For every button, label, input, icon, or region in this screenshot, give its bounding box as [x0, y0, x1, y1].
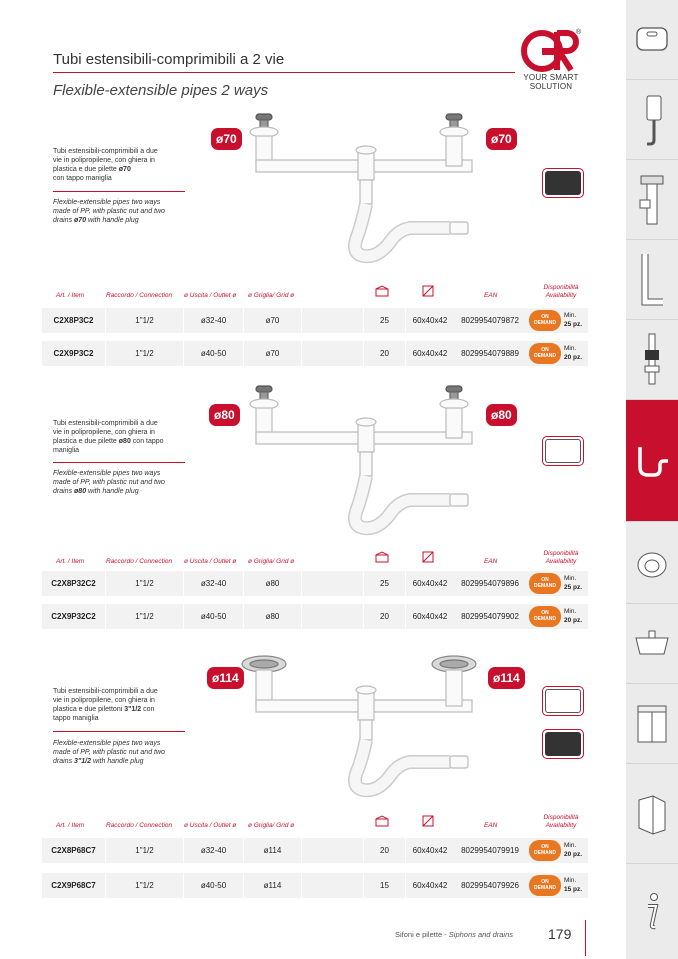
product-image [240, 650, 480, 800]
tagline-line-1: YOUR SMART [523, 73, 579, 82]
col-connection: Raccordo / Connection [106, 292, 173, 299]
diameter-badge-left: ø80 [209, 404, 240, 426]
connection: 1"1/2 [106, 838, 184, 863]
outlet: ø32-40 [184, 838, 244, 863]
table-row [42, 838, 588, 863]
footer-divider [585, 920, 586, 956]
shower-box-icon[interactable] [626, 764, 678, 864]
table-row [42, 308, 588, 333]
sink-light-icon [542, 436, 584, 466]
col-ean: EAN [484, 822, 498, 829]
min-qty: Min. 20 pz. [564, 608, 583, 624]
box-size-icon [420, 814, 436, 828]
info-icon[interactable] [626, 864, 678, 959]
col-item: Art. / Item [56, 558, 85, 565]
ean: 8029954079919 [461, 846, 519, 855]
col-ean: EAN [484, 558, 498, 565]
col-outlet: ø Uscita / Outlet ø [184, 822, 237, 829]
grid: ø114 [244, 838, 302, 863]
toilet-seat-icon[interactable] [626, 522, 678, 604]
table-header [42, 810, 588, 838]
footer-text: Sifoni e pilette - Siphons and drains [395, 930, 513, 939]
box-size: 60x40x42 [412, 881, 448, 890]
box-size: 60x40x42 [412, 612, 448, 621]
table-row [42, 873, 588, 898]
ean: 8029954079896 [461, 579, 519, 588]
table-row [42, 341, 588, 366]
siphon-icon[interactable] [626, 400, 678, 522]
description-divider [53, 731, 185, 732]
diameter-badge-right: ø80 [486, 404, 517, 426]
connection: 1"1/2 [106, 571, 184, 596]
pack-qty: 15 [364, 873, 406, 898]
grid: ø80 [244, 604, 302, 629]
title-divider [53, 72, 515, 73]
description-it: Tubi estensibili-comprimibili a due vie in polipropilene, con ghiera in plastica e due pilette ø70 con tappo maniglia [53, 148, 158, 182]
on-demand-badge: ON DEMAND [529, 606, 561, 627]
table-row [42, 604, 588, 629]
item-code: C2X8P68C7 [42, 838, 106, 863]
diameter-badge-right: ø114 [488, 667, 525, 689]
pack-qty: 20 [364, 341, 406, 366]
min-qty: Min. 25 pz. [564, 312, 583, 328]
table-header [42, 280, 588, 308]
outlet: ø40-50 [184, 604, 244, 629]
pack-qty: 20 [364, 604, 406, 629]
col-availability: Disponibilità Availability [543, 550, 579, 565]
empty-cell [302, 873, 364, 898]
item-code: C2X9P32C2 [42, 604, 106, 629]
fill-valve-icon[interactable] [626, 160, 678, 240]
page-title: Tubi estensibili-comprimibili a 2 vie [53, 51, 285, 68]
description-en: Flexible-extensible pipes two ways made of PP, with plastic nut and two drains ø80 with handle plug [53, 470, 165, 495]
outlet: ø40-50 [184, 873, 244, 898]
description-en: Flexible-extensible pipes two ways made of PP, with plastic nut and two drains ø70 with handle plug [53, 199, 165, 224]
box-icon [374, 550, 390, 564]
sink-dark-icon [542, 729, 584, 759]
description-it: Tubi estensibili-comprimibili a due vie in polipropilene, con ghiera in plastica e due pilette ø80 con tappo maniglia [53, 420, 164, 454]
ean: 8029954079902 [461, 612, 519, 621]
col-grid: ø Griglia/ Grid ø [248, 292, 295, 299]
on-demand-badge: ON DEMAND [529, 875, 561, 896]
item-code: C2X8P32C2 [42, 571, 106, 596]
bend-pipe-icon[interactable] [626, 240, 678, 320]
col-availability: Disponibilità Availability [543, 284, 579, 299]
connection: 1"1/2 [106, 604, 184, 629]
grid: ø70 [244, 308, 302, 333]
pack-qty: 20 [364, 838, 406, 863]
box-size: 60x40x42 [412, 579, 448, 588]
on-demand-badge: ON DEMAND [529, 343, 561, 364]
col-ean: EAN [484, 292, 498, 299]
pack-qty: 25 [364, 571, 406, 596]
connection: 1"1/2 [106, 341, 184, 366]
col-item: Art. / Item [56, 292, 85, 299]
item-code: C2X9P3C2 [42, 341, 106, 366]
tagline-line-2: SOLUTION [529, 82, 573, 91]
diameter-badge-left: ø70 [211, 128, 242, 150]
connection: 1"1/2 [106, 308, 184, 333]
item-code: C2X9P68C7 [42, 873, 106, 898]
col-connection: Raccordo / Connection [106, 822, 173, 829]
min-qty: Min. 25 pz. [564, 575, 583, 591]
table-row [42, 571, 588, 596]
on-demand-badge: ON DEMAND [529, 573, 561, 594]
box-size: 60x40x42 [412, 316, 448, 325]
ean: 8029954079889 [461, 349, 519, 358]
diameter-badge-right: ø70 [486, 128, 517, 150]
box-icon [374, 814, 390, 828]
grid: ø114 [244, 873, 302, 898]
page-subtitle: Flexible-extensible pipes 2 ways [53, 82, 269, 99]
box-size-icon [420, 284, 436, 298]
description-divider [53, 191, 185, 192]
empty-cell [302, 571, 364, 596]
col-grid: ø Griglia/ Grid ø [248, 822, 295, 829]
registered-mark: ® [576, 29, 582, 36]
box-size-icon [420, 550, 436, 564]
connection: 1"1/2 [106, 873, 184, 898]
box-size: 60x40x42 [412, 349, 448, 358]
table-header [42, 546, 588, 574]
box-size: 60x40x42 [412, 846, 448, 855]
description-en: Flexible-extensible pipes two ways made of PP, with plastic nut and two drains 3"1/2 with handle plug [53, 740, 165, 765]
cistern-icon[interactable] [626, 0, 678, 80]
washbasin-icon[interactable] [626, 604, 678, 684]
min-qty: Min. 20 pz. [564, 842, 583, 858]
min-qty: Min. 15 pz. [564, 877, 583, 893]
product-image [240, 110, 480, 270]
outlet: ø40-50 [184, 341, 244, 366]
col-outlet: ø Uscita / Outlet ø [184, 292, 237, 299]
description-divider [53, 462, 185, 463]
drain-valve-icon[interactable] [626, 320, 678, 400]
box-icon [374, 284, 390, 298]
on-demand-badge: ON DEMAND [529, 840, 561, 861]
outlet: ø32-40 [184, 571, 244, 596]
sink-light-icon [542, 686, 584, 716]
col-outlet: ø Uscita / Outlet ø [184, 558, 237, 565]
description-it: Tubi estensibili-comprimibili a due vie in polipropilene, con ghiera in plastica e due pilettoni 3"1/2 con tappo maniglia [53, 688, 158, 722]
empty-cell [302, 604, 364, 629]
flush-pipe-icon[interactable] [626, 80, 678, 160]
pack-qty: 25 [364, 308, 406, 333]
on-demand-badge: ON DEMAND [529, 310, 561, 331]
min-qty: Min. 20 pz. [564, 345, 583, 361]
ean: 8029954079872 [461, 316, 519, 325]
empty-cell [302, 308, 364, 333]
ean: 8029954079926 [461, 881, 519, 890]
brand-logo [520, 29, 582, 93]
product-image [240, 382, 480, 542]
sink-dark-icon [542, 168, 584, 198]
empty-cell [302, 341, 364, 366]
page-number: 179 [548, 926, 572, 942]
col-availability: Disponibilità Availability [543, 814, 579, 829]
item-code: C2X8P3C2 [42, 308, 106, 333]
col-grid: ø Griglia/ Grid ø [248, 558, 295, 565]
diameter-badge-left: ø114 [207, 667, 244, 689]
col-connection: Raccordo / Connection [106, 558, 173, 565]
empty-cell [302, 838, 364, 863]
col-item: Art. / Item [56, 822, 85, 829]
outlet: ø32-40 [184, 308, 244, 333]
grid: ø80 [244, 571, 302, 596]
cabinet-icon[interactable] [626, 684, 678, 764]
grid: ø70 [244, 341, 302, 366]
category-sidebar [626, 0, 678, 959]
